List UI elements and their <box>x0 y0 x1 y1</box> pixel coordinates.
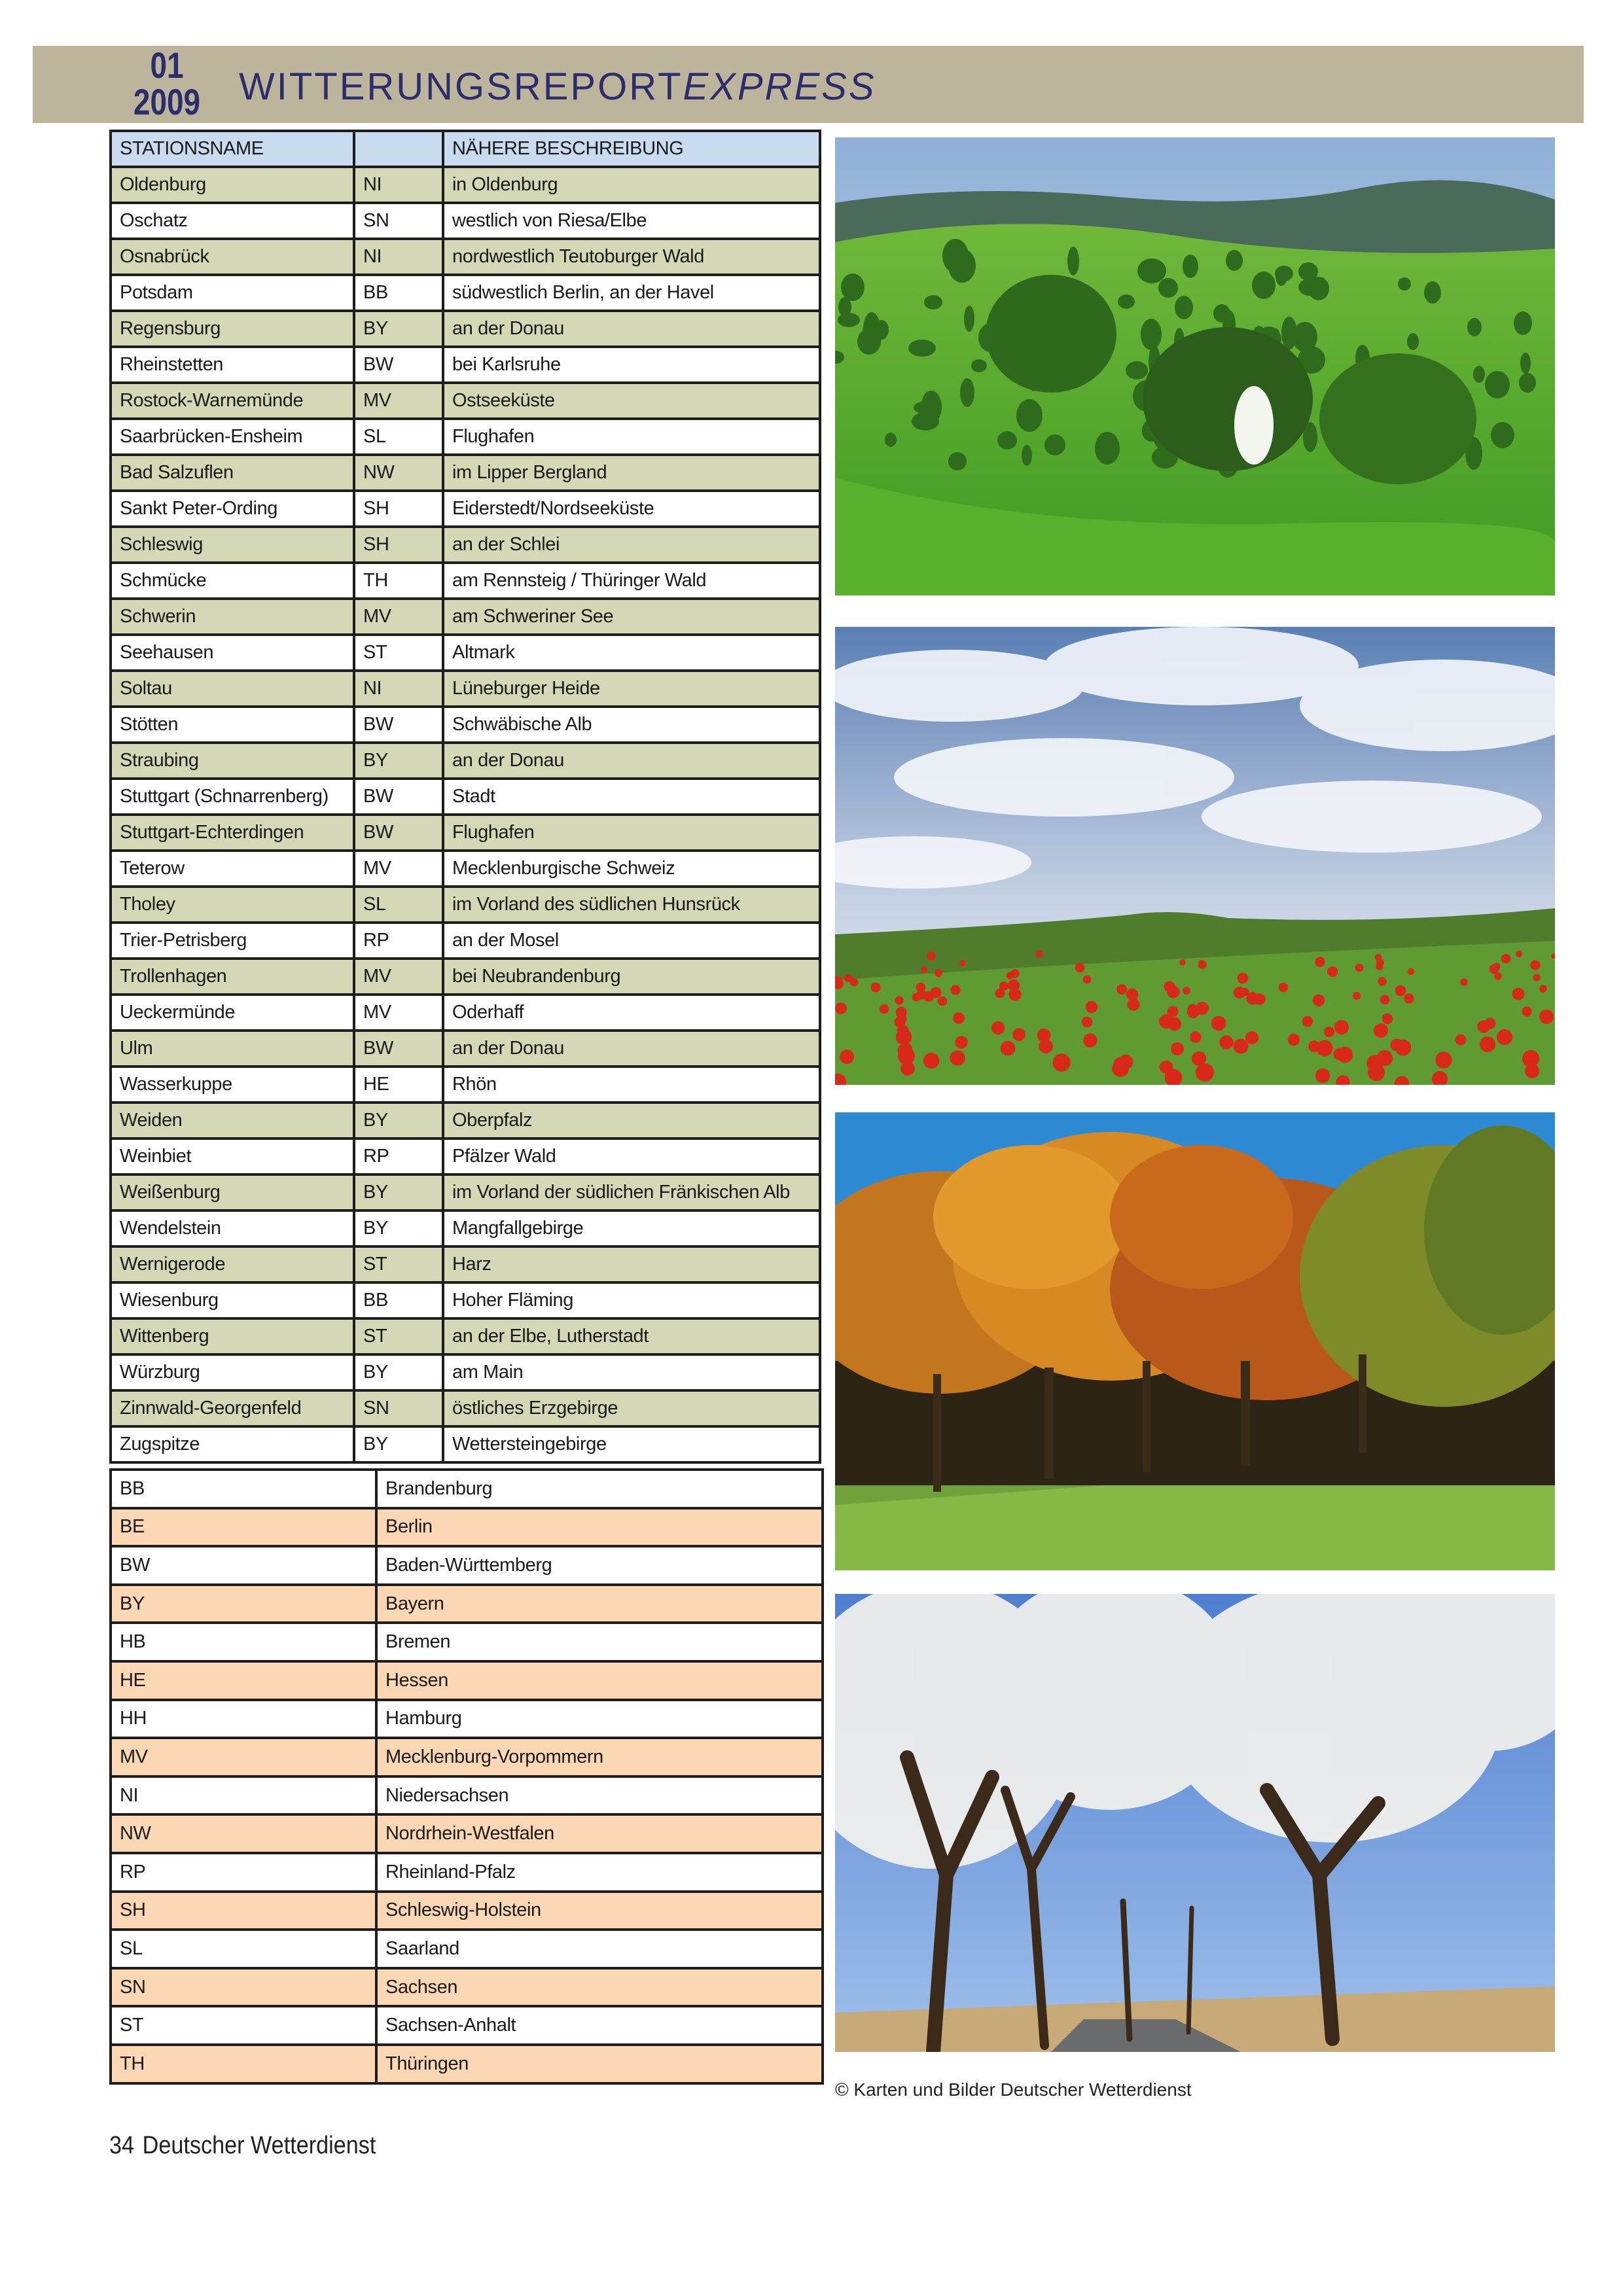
station-name-cell: Ulm <box>111 1031 354 1067</box>
state-code-cell: MV <box>354 383 443 419</box>
state-code-cell: SN <box>354 1390 443 1426</box>
state-code-cell: BW <box>354 707 443 743</box>
station-name-cell: Trier-Petrisberg <box>111 923 354 959</box>
table-row <box>111 851 820 887</box>
state-abbreviation-cell: HB <box>111 1623 376 1661</box>
table-row <box>111 1318 820 1354</box>
state-code-cell: SL <box>354 887 443 923</box>
state-abbreviation-cell: SL <box>111 1930 376 1968</box>
table-row <box>111 1585 823 1623</box>
station-name-cell: Wasserkuppe <box>111 1067 354 1103</box>
state-code-cell: SH <box>354 527 443 563</box>
description-cell: westlich von Riesa/Elbe <box>443 203 820 239</box>
station-name-cell: Wernigerode <box>111 1246 354 1282</box>
station-name-cell: Sankt Peter-Ording <box>111 491 354 527</box>
state-abbreviation-cell: BE <box>111 1508 376 1547</box>
station-name-cell: Ueckermünde <box>111 995 354 1031</box>
table-row <box>111 1390 820 1426</box>
station-name-cell: Soltau <box>111 671 354 707</box>
state-name-cell: Hamburg <box>376 1700 823 1739</box>
states-table <box>109 1468 824 2085</box>
table-row <box>111 1968 823 2007</box>
table-row <box>111 779 820 815</box>
state-code-cell: NI <box>354 671 443 707</box>
state-abbreviation-cell: BB <box>111 1470 376 1508</box>
state-name-cell: Sachsen <box>376 1968 823 2007</box>
station-name-cell: Regensburg <box>111 311 354 347</box>
state-name-cell: Rheinland-Pfalz <box>376 1853 823 1892</box>
description-cell: Mangfallgebirge <box>443 1210 820 1246</box>
state-name-cell: Niedersachsen <box>376 1776 823 1815</box>
station-name-cell: Saarbrücken-Ensheim <box>111 419 354 455</box>
state-code-cell: BY <box>354 1426 443 1462</box>
stations-table <box>109 130 821 1464</box>
table-row <box>111 995 820 1031</box>
table-row <box>111 707 820 743</box>
state-abbreviation-cell: HE <box>111 1661 376 1700</box>
table-row <box>111 347 820 383</box>
stations-table-body <box>111 131 820 1462</box>
station-name-cell: Oldenburg <box>111 167 354 203</box>
description-cell: südwestlich Berlin, an der Havel <box>443 275 820 311</box>
description-cell: Schwäbische Alb <box>443 707 820 743</box>
description-cell: Stadt <box>443 779 820 815</box>
table-row <box>111 1776 823 1815</box>
description-cell: Ostseeküste <box>443 383 820 419</box>
table-row <box>111 1661 823 1700</box>
table-row <box>111 959 820 995</box>
description-cell: Oderhaff <box>443 995 820 1031</box>
issue-number: 01 <box>150 44 184 86</box>
state-code-cell: BY <box>354 743 443 779</box>
table-row <box>111 1853 823 1892</box>
description-cell: Harz <box>443 1246 820 1282</box>
table-row <box>111 311 820 347</box>
table-row <box>111 275 820 311</box>
state-code-cell: NW <box>354 455 443 491</box>
state-code-cell: MV <box>354 851 443 887</box>
description-cell: am Rennsteig / Thüringer Wald <box>443 563 820 599</box>
table-row <box>111 599 820 635</box>
station-name-cell: Trollenhagen <box>111 959 354 995</box>
description-cell: am Main <box>443 1354 820 1390</box>
state-name-cell: Saarland <box>376 1930 823 1968</box>
description-cell: Hoher Fläming <box>443 1282 820 1318</box>
station-name-cell: Rostock-Warnemünde <box>111 383 354 419</box>
description-cell: Oberpfalz <box>443 1103 820 1139</box>
table-row <box>111 671 820 707</box>
state-name-cell: Berlin <box>376 1508 823 1547</box>
description-cell: Rhön <box>443 1067 820 1103</box>
station-name-cell: Schleswig <box>111 527 354 563</box>
state-code-cell: ST <box>354 635 443 671</box>
state-code-cell: TH <box>354 563 443 599</box>
table-row <box>111 1067 820 1103</box>
state-code-cell: NI <box>354 167 443 203</box>
table-row <box>111 635 820 671</box>
state-abbreviation-cell: MV <box>111 1738 376 1776</box>
table-row <box>111 527 820 563</box>
state-name-cell: Mecklenburg-Vorpommern <box>376 1738 823 1776</box>
description-cell: im Lipper Bergland <box>443 455 820 491</box>
table-row <box>111 203 820 239</box>
station-name-cell: Stuttgart (Schnarrenberg) <box>111 779 354 815</box>
state-code-cell: BY <box>354 1354 443 1390</box>
station-name-cell: Tholey <box>111 887 354 923</box>
image-credit: © Karten und Bilder Deutscher Wetterdienst <box>835 2079 1192 2100</box>
state-code-cell: SL <box>354 419 443 455</box>
autumn-trees-photo <box>835 1112 1555 1570</box>
state-code-cell: BB <box>354 1282 443 1318</box>
state-name-cell: Bremen <box>376 1623 823 1661</box>
table-row <box>111 1623 823 1661</box>
table-row <box>111 1139 820 1174</box>
description-cell: in Oldenburg <box>443 167 820 203</box>
table-row <box>111 1470 823 1508</box>
state-code-cell: BB <box>354 275 443 311</box>
state-code-cell: BW <box>354 779 443 815</box>
state-name-cell: Baden-Württemberg <box>376 1546 823 1585</box>
station-name-cell: Schwerin <box>111 599 354 635</box>
table-row <box>111 1508 823 1547</box>
state-abbreviation-cell: TH <box>111 2045 376 2083</box>
state-name-cell: Sachsen-Anhalt <box>376 2006 823 2045</box>
table-row <box>111 1930 823 1968</box>
station-name-cell: Stuttgart-Echterdingen <box>111 815 354 851</box>
state-code-cell: HE <box>354 1067 443 1103</box>
state-code-cell: MV <box>354 599 443 635</box>
table-row <box>111 1246 820 1282</box>
state-code-cell: BW <box>354 1031 443 1067</box>
table-row <box>111 491 820 527</box>
station-name-cell: Teterow <box>111 851 354 887</box>
state-abbreviation-cell: HH <box>111 1700 376 1739</box>
table-row <box>111 1210 820 1246</box>
state-abbreviation-cell: BY <box>111 1585 376 1623</box>
table-row <box>111 1354 820 1390</box>
state-name-cell: Nordrhein-Westfalen <box>376 1814 823 1853</box>
table-row <box>111 1174 820 1210</box>
description-cell: bei Neubrandenburg <box>443 959 820 995</box>
table-row <box>111 923 820 959</box>
station-name-cell: Wittenberg <box>111 1318 354 1354</box>
state-code-cell: ST <box>354 1318 443 1354</box>
table-row <box>111 887 820 923</box>
table-row <box>111 1103 820 1139</box>
table-row <box>111 815 820 851</box>
description-cell: am Schweriner See <box>443 599 820 635</box>
states-table-body <box>111 1470 823 2083</box>
table-row <box>111 1738 823 1776</box>
state-code-cell: BW <box>354 815 443 851</box>
table-row <box>111 1700 823 1739</box>
state-abbreviation-cell: NW <box>111 1814 376 1853</box>
page-footer <box>109 2132 376 2160</box>
description-cell: Flughafen <box>443 419 820 455</box>
table-row <box>111 743 820 779</box>
state-code-cell: MV <box>354 959 443 995</box>
table-row <box>111 563 820 599</box>
state-code-cell: MV <box>354 995 443 1031</box>
state-code-cell: RP <box>354 923 443 959</box>
description-cell: im Vorland des südlichen Hunsrück <box>443 887 820 923</box>
description-cell: an der Mosel <box>443 923 820 959</box>
description-cell: Lüneburger Heide <box>443 671 820 707</box>
issue-year: 2009 <box>133 81 201 122</box>
station-name-cell: Wiesenburg <box>111 1282 354 1318</box>
table-row <box>111 2045 823 2083</box>
table-row <box>111 419 820 455</box>
state-name-cell: Brandenburg <box>376 1470 823 1508</box>
description-cell: Wettersteingebirge <box>443 1426 820 1462</box>
station-name-cell: Weiden <box>111 1103 354 1139</box>
station-name-cell: Weißenburg <box>111 1174 354 1210</box>
state-code-cell: BY <box>354 311 443 347</box>
station-name-cell: Oschatz <box>111 203 354 239</box>
state-code-cell: BY <box>354 1210 443 1246</box>
state-abbreviation-cell: ST <box>111 2006 376 2045</box>
description-cell: Eiderstedt/Nordseeküste <box>443 491 820 527</box>
station-name-cell: Schmücke <box>111 563 354 599</box>
state-abbreviation-cell: BW <box>111 1546 376 1585</box>
table-row <box>111 239 820 275</box>
state-code-cell: BW <box>354 347 443 383</box>
station-name-cell: Straubing <box>111 743 354 779</box>
station-name-cell: Zinnwald-Georgenfeld <box>111 1390 354 1426</box>
table-row <box>111 167 820 203</box>
description-cell: östliches Erzgebirge <box>443 1390 820 1426</box>
table-row <box>111 455 820 491</box>
station-name-cell: Bad Salzuflen <box>111 455 354 491</box>
description-cell: an der Donau <box>443 743 820 779</box>
station-name-cell: Wendelstein <box>111 1210 354 1246</box>
description-cell: an der Elbe, Lutherstadt <box>443 1318 820 1354</box>
state-name-cell: Thüringen <box>376 2045 823 2083</box>
description-cell: bei Karlsruhe <box>443 347 820 383</box>
table-row <box>111 1426 820 1462</box>
publisher-name: Deutscher Wetterdienst <box>142 2132 376 2159</box>
description-cell: Altmark <box>443 635 820 671</box>
description-cell: Mecklenburgische Schweiz <box>443 851 820 887</box>
table-row <box>111 2006 823 2045</box>
table-row <box>111 1546 823 1585</box>
report-title <box>239 64 876 110</box>
report-title-italic: EXPRESS <box>683 65 876 108</box>
station-name-cell: Würzburg <box>111 1354 354 1390</box>
station-name-cell: Potsdam <box>111 275 354 311</box>
description-cell: an der Donau <box>443 311 820 347</box>
table-row <box>111 383 820 419</box>
station-name-cell: Rheinstetten <box>111 347 354 383</box>
state-name-cell: Hessen <box>376 1661 823 1700</box>
state-abbreviation-cell: NI <box>111 1776 376 1815</box>
description-cell: Flughafen <box>443 815 820 851</box>
description-cell: im Vorland der südlichen Fränkischen Alb <box>443 1174 820 1210</box>
report-title-main: WITTERUNGSREPORT <box>239 65 683 108</box>
station-name-cell: Seehausen <box>111 635 354 671</box>
winter-frosted-avenue-photo <box>835 1594 1555 2052</box>
table-row <box>111 1282 820 1318</box>
column-header-state <box>354 131 443 167</box>
description-cell: an der Donau <box>443 1031 820 1067</box>
table-row <box>111 1892 823 1930</box>
station-name-cell: Weinbiet <box>111 1139 354 1174</box>
state-code-cell: BY <box>354 1174 443 1210</box>
state-code-cell: ST <box>354 1246 443 1282</box>
spring-hills-photo <box>835 137 1555 595</box>
description-cell: nordwestlich Teutoburger Wald <box>443 239 820 275</box>
station-name-cell: Stötten <box>111 707 354 743</box>
state-abbreviation-cell: RP <box>111 1853 376 1892</box>
state-abbreviation-cell: SH <box>111 1892 376 1930</box>
table-header-row <box>111 131 820 167</box>
station-name-cell: Zugspitze <box>111 1426 354 1462</box>
state-code-cell: SH <box>354 491 443 527</box>
state-code-cell: NI <box>354 239 443 275</box>
column-header-description: NÄHERE BESCHREIBUNG <box>443 131 820 167</box>
station-name-cell: Osnabrück <box>111 239 354 275</box>
state-name-cell: Schleswig-Holstein <box>376 1892 823 1930</box>
table-row <box>111 1031 820 1067</box>
description-cell: an der Schlei <box>443 527 820 563</box>
table-row <box>111 1814 823 1853</box>
state-abbreviation-cell: SN <box>111 1968 376 2007</box>
description-cell: Pfälzer Wald <box>443 1139 820 1174</box>
page-number: 34 <box>109 2132 135 2159</box>
summer-poppy-field-photo <box>835 627 1555 1085</box>
state-code-cell: SN <box>354 203 443 239</box>
state-code-cell: RP <box>354 1139 443 1174</box>
column-header-station: STATIONSNAME <box>111 131 354 167</box>
state-name-cell: Bayern <box>376 1585 823 1623</box>
state-code-cell: BY <box>354 1103 443 1139</box>
